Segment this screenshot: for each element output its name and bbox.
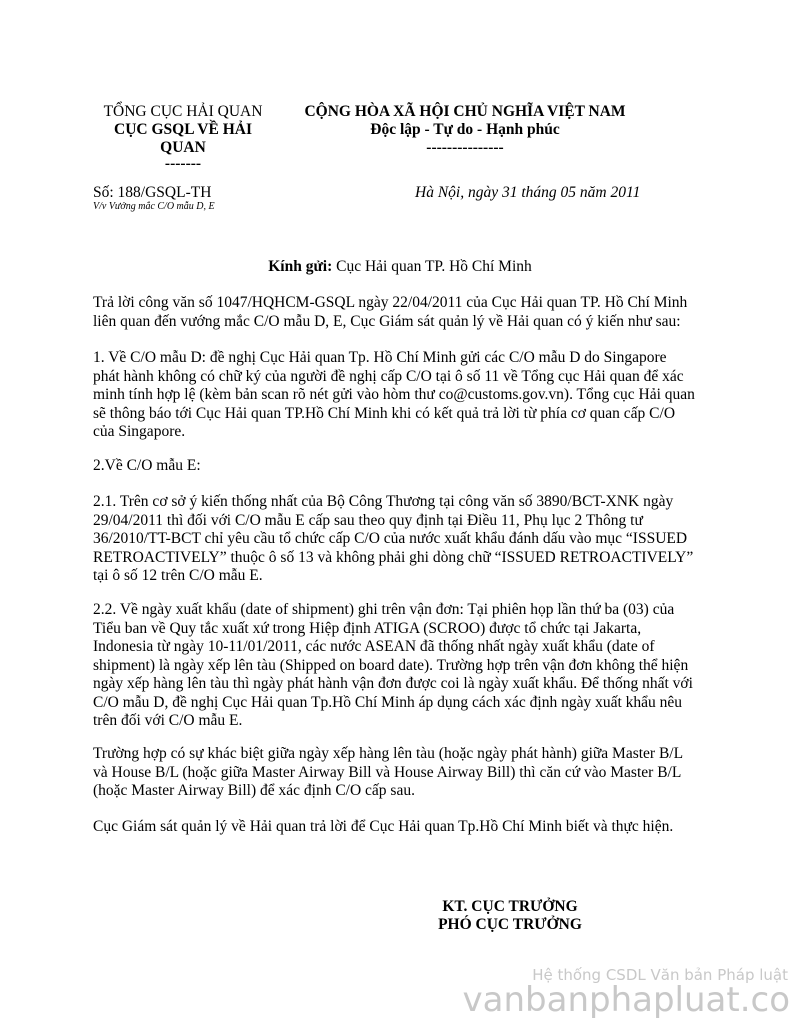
watermark-system-name: Hệ thống CSDL Văn bản Pháp luật	[532, 966, 788, 984]
text-line: 36/2010/TT-BCT chỉ yêu cầu tổ chức cấp C/O của nước xuất khẩu đánh dấu vào mục “ISSUED	[93, 530, 688, 547]
paragraph-2-1	[93, 493, 718, 586]
text-line: Tiểu ban về Quy tắc xuất xứ trong Hiệp định ATIGA (SCROO) được tổ chức tại Jakarta,	[93, 619, 642, 637]
agency-header	[88, 103, 278, 171]
text-line: 29/04/2011 thì đối với C/O mẫu E cấp sau theo quy định tại Điều 11, Phụ lục 2 Thông tư	[93, 511, 643, 529]
paragraph-2-2	[93, 601, 718, 731]
text-line: RETROACTIVELY” thuộc ô số 13 và không phải ghi dòng chữ “ISSUED RETROACTIVELY”	[93, 548, 694, 566]
watermark-site-link[interactable]: vanbanphapluat.co	[462, 980, 790, 1020]
document-number: Số: 188/GSQL-TH	[93, 184, 212, 201]
text-line: tại ô số 12 trên C/O mẫu E.	[93, 567, 263, 584]
motto-divider: ---------------	[426, 139, 504, 156]
document-subject: V/v Vướng mắc C/O mẫu D, E	[93, 201, 215, 212]
text-line: Trả lời công văn số 1047/HQHCM-GSQL ngày 22/04/2011 của Cục Hải quan TP. Hồ Chí Minh	[93, 294, 688, 311]
national-header	[290, 103, 640, 157]
text-line: Trường hợp có sự khác biệt giữa ngày xếp hàng lên tàu (hoặc ngày phát hành) giữa Master B/L	[93, 745, 684, 762]
paragraph-bill-of-lading	[93, 745, 718, 801]
text-line: 2.1. Trên cơ sở ý kiến thống nhất của Bộ Công Thương tại công văn số 3890/BCT-XNK ngày	[93, 493, 674, 510]
paragraph-reply	[93, 294, 718, 331]
paragraph-form-d	[93, 349, 718, 442]
recipient-name: Cục Hải quan TP. Hồ Chí Minh	[332, 258, 532, 275]
text-line: Indonesia từ ngày 10-11/01/2011, các nước ASEAN đã thống nhất ngày xuất khẩu (date of	[93, 638, 655, 655]
text-line: Cục Giám sát quản lý về Hải quan trả lời để Cục Hải quan Tp.Hồ Chí Minh biết và thực hiện.	[93, 818, 674, 835]
recipient-label: Kính gửi:	[268, 258, 333, 275]
text-line: và House B/L (hoặc giữa Master Airway Bill và House Airway Bill) thì căn cứ vào Master B/L	[93, 763, 682, 781]
text-line: liên quan đến vướng mắc C/O mẫu D, E, Cục Giám sát quản lý về Hải quan có ý kiến như sau:	[93, 312, 681, 330]
recipient	[0, 258, 800, 276]
agency-divider: -------	[164, 155, 202, 172]
issuing-agency-line1: CỤC GSQL VỀ HẢI	[114, 121, 252, 138]
text-line: 2.2. Về ngày xuất khẩu (date of shipment) ghi trên vận đơn: Tại phiên họp lần thứ ba (03) của	[93, 601, 675, 618]
signature-title: KT. CỤC TRƯỞNG	[442, 898, 578, 915]
paragraph-closing	[93, 818, 718, 837]
text-line: phát hành không có chữ ký của người đề nghị cấp C/O tại ô số 11 về Tổng cục Hải quan để xác	[93, 367, 684, 385]
signature-position: PHÓ CỤC TRƯỞNG	[438, 916, 582, 933]
text-line: ngày xếp hàng lên tàu thì ngày phát hành vận đơn được coi là ngày xuất khẩu. Để thống nhất với	[93, 675, 693, 692]
text-line: shipment) là ngày xếp lên tàu (Shipped on board date). Trường hợp trên vận đơn không thể hiện	[93, 656, 689, 674]
text-line: minh tính hợp lệ (kèm bản scan rõ nét gửi vào hòm thư co@customs.gov.vn). Tổng cục Hải quan	[93, 386, 695, 403]
text-line: 2.Về C/O mẫu E:	[93, 457, 201, 474]
text-line: sẽ thông báo tới Cục Hải quan TP.Hồ Chí Minh khi có kết quả trả lời từ phía cơ quan cấp C/O	[93, 404, 676, 422]
issue-date: Hà Nội, ngày 31 tháng 05 năm 2011	[415, 184, 641, 201]
country-name: CỘNG HÒA XÃ HỘI CHỦ NGHĨA VIỆT NAM	[304, 103, 626, 120]
national-motto: Độc lập - Tự do - Hạnh phúc	[370, 121, 560, 138]
text-line: (hoặc Master Airway Bill) để xác định C/O cấp sau.	[93, 782, 415, 799]
signature-block	[420, 898, 600, 934]
issuing-agency-line2: QUAN	[160, 139, 206, 156]
parent-agency: TỔNG CỤC HẢI QUAN	[103, 103, 263, 120]
text-line: của Singapore.	[93, 423, 186, 440]
text-line: C/O mẫu D, đề nghị Cục Hải quan Tp.Hồ Chí Minh áp dụng cách xác định ngày xuất khẩu nêu	[93, 693, 683, 711]
text-line: 1. Về C/O mẫu D: đề nghị Cục Hải quan Tp. Hồ Chí Minh gửi các C/O mẫu D do Singapore	[93, 349, 667, 366]
text-line: trên đối với C/O mẫu E.	[93, 712, 243, 729]
paragraph-form-e-heading	[93, 457, 718, 476]
